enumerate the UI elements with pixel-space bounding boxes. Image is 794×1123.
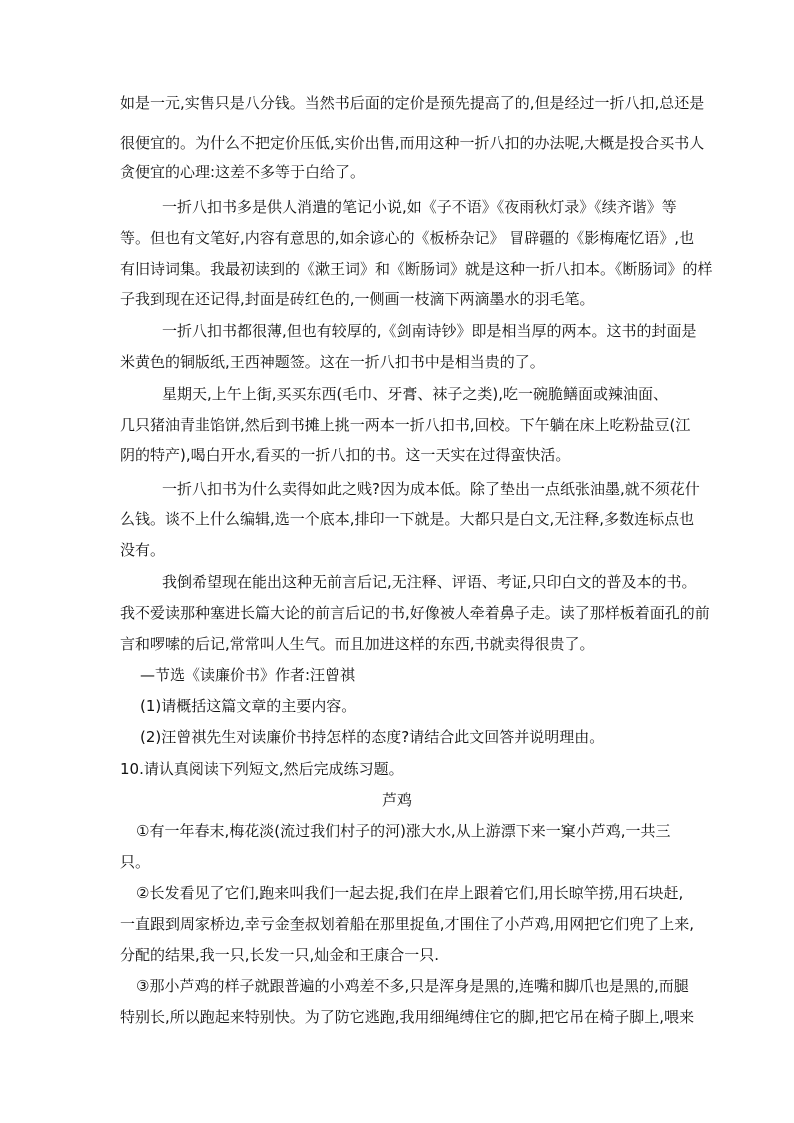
paragraph-first-line: 一折八扣书都很薄,但也有较厚的,《剑南诗钞》即是相当厚的两本。这书的封面是 <box>162 322 697 340</box>
text-line: 分配的结果,我一只,长发一只,灿金和王康合一只. <box>120 946 440 964</box>
text-line: 等。但也有文笔好,内容有意思的,如余谚心的《板桥杂记》 冒辟疆的《影梅庵忆语》,也 <box>120 229 695 247</box>
story-title: 芦鸡 <box>381 791 412 809</box>
question-1: (1)请概括这篇文章的主要内容。 <box>140 697 357 715</box>
paragraph-first-line: ③那小芦鸡的样子就跟普遍的小鸡差不多,只是浑身是黑的,连嘴和脚爪也是黑的,而腿 <box>136 977 689 995</box>
item-10-heading: 10.请认真阅读下列短文,然后完成练习题。 <box>120 760 404 778</box>
passage-source: —节选《读廉价书》作者:汪曾祺 <box>140 666 356 684</box>
text-line: 很便宜的。为什么不把定价压低,实价出售,而用这种一折八扣的办法呢,大概是投合买书人 <box>120 134 705 152</box>
text-line: 如是一元,实售只是八分钱。当然书后面的定价是预先提高了的,但是经过一折八扣,总还是 <box>120 94 705 112</box>
text-line: 几只猪油青韭馅饼,然后到书摊上挑一两本一折八扣书,回校。下午躺在床上吃粉盐豆(江 <box>120 416 691 434</box>
paragraph-first-line: ②长发看见了它们,跑来叫我们一起去捉,我们在岸上跟着它们,用长晾竿捞,用石块赶, <box>136 884 684 902</box>
text-line: 言和啰嗦的后记,常常叫人生气。而且加进这样的东西,书就卖得很贵了。 <box>120 635 595 653</box>
text-line: 有旧诗词集。我最初读到的《漱王词》和《断肠词》就是这种一折八扣本。《断肠词》的样 <box>120 260 713 278</box>
text-line: 阴的特产),喝白开水,看买的一折八扣的书。这一天实在过得蛮快活。 <box>120 446 571 464</box>
text-line: 么钱。谈不上什么编辑,选一个底本,排印一下就是。大都只是白文,无注释,多数连标点也 <box>120 510 695 528</box>
paragraph-first-line: 一折八扣书多是供人消遣的笔记小说,如《子不语》《夜雨秋灯录》《续齐谐》等 <box>162 198 677 216</box>
text-line: 特别长,所以跑起来特别快。为了防它逃跑,我用细绳缚住它的脚,把它吊在椅子脚上,喂来 <box>120 1008 695 1026</box>
paragraph-first-line: 星期天,上午上街,买买东西(毛巾、牙膏、袜子之类),吃一碗脆鳝面或辣油面、 <box>162 385 669 403</box>
text-line: 一直跟到周家桥边,幸亏金奎叔划着船在那里捉鱼,才围住了小芦鸡,用网把它们兜了上来, <box>120 915 695 933</box>
text-line: 米黄色的铜版纸,王西神题签。这在一折八扣书中是相当贵的了。 <box>120 353 545 371</box>
text-line: 贪便宜的心理:这差不多等于白给了。 <box>120 163 366 181</box>
text-line: 我不爱读那种塞进长篇大论的前言后记的书,好像被人牵着鼻子走。读了那样板着面孔的前 <box>120 604 710 622</box>
paragraph-first-line: 我倒希望现在能出这种无前言后记,无注释、评语、考证,只印白文的普及本的书。 <box>162 573 697 591</box>
paragraph-first-line: ①有一年春末,梅花淡(流过我们村子的河)涨大水,从上游漂下来一窠小芦鸡,一共三 <box>136 822 671 840</box>
text-line: 子我到现在还记得,封面是砖红色的,一侧画一枝滴下两滴墨水的羽毛笔。 <box>120 290 595 308</box>
question-2: (2)汪曾祺先生对读廉价书持怎样的态度?请结合此文回答并说明理由。 <box>140 728 605 746</box>
text-line: 没有。 <box>120 541 166 559</box>
text-line: 只。 <box>120 853 151 871</box>
paragraph-first-line: 一折八扣书为什么卖得如此之贱?因为成本低。除了垫出一点纸张油墨,就不须花什 <box>162 480 700 498</box>
